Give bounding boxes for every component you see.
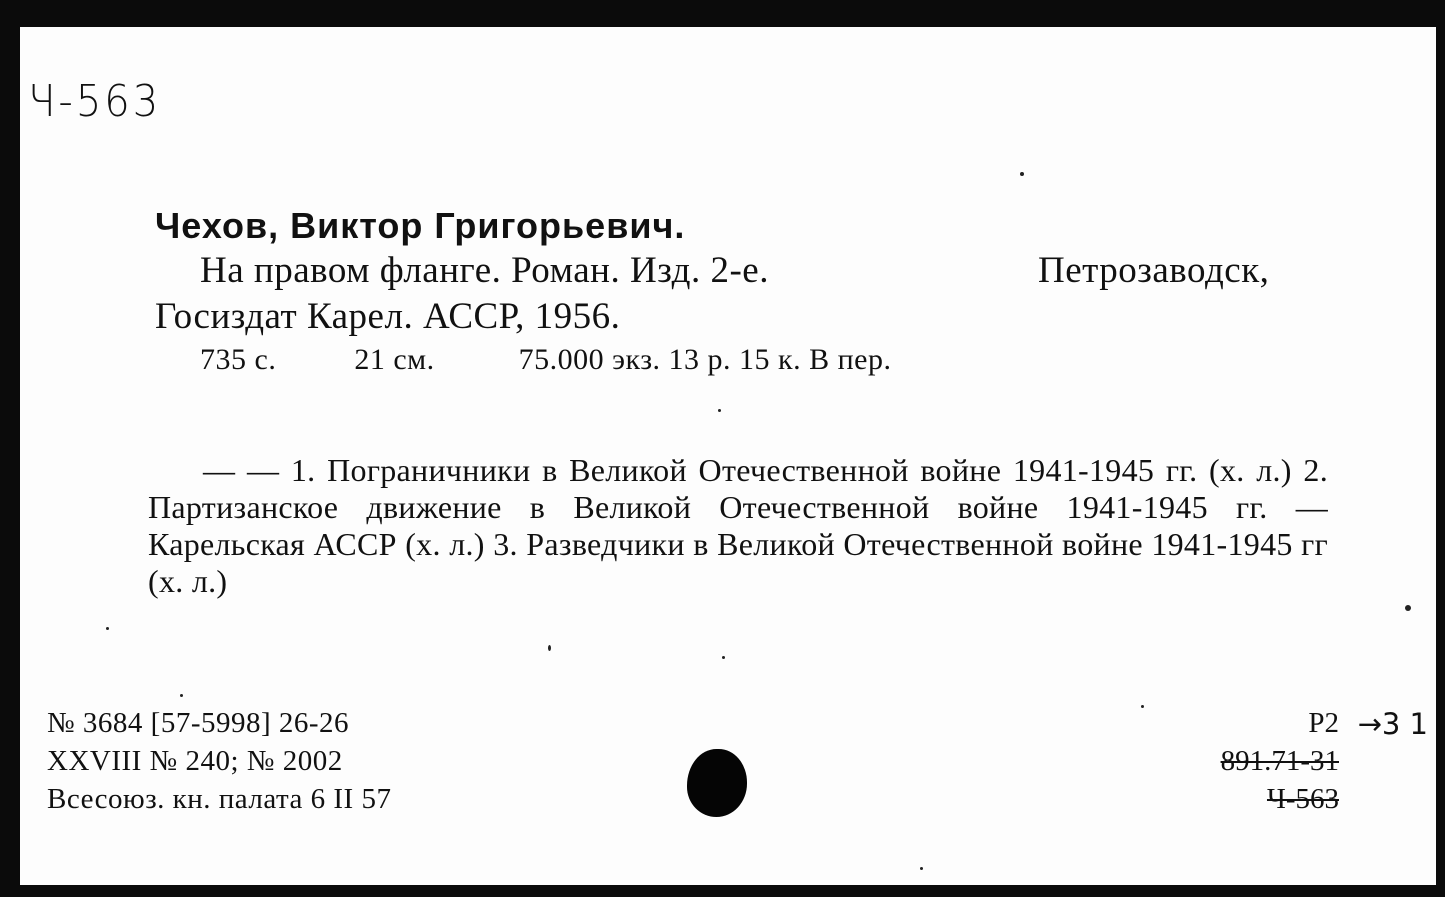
speck: [1141, 705, 1144, 708]
shelf-mark: Ч-563: [1266, 783, 1339, 815]
copies-price: 75.000 экз. 13 р. 15 к. В пер.: [518, 343, 892, 376]
speck: [180, 694, 183, 697]
punch-hole: [687, 749, 747, 817]
speck: [920, 867, 923, 870]
subject-text: — — 1. Пограничники в Великой Отечественной войне 1941-1945 гг. (х. л.) 2. Партизанское движение в Великой Отечественной войне 1941-1945 гг. — Карельская АССР (х. л.) 3. Разведчики в Великой Отечественной войне 1941-1945 гг (х. л.): [148, 452, 1328, 599]
handwritten-classification-mark: →3 1: [1357, 707, 1428, 741]
handwritten-call-number: Ч-563: [28, 77, 162, 127]
classification-number: 891.71-31: [1220, 745, 1339, 777]
speck: [1405, 605, 1411, 611]
registry-line-3: Всесоюз. кн. палата 6 II 57: [47, 783, 392, 815]
classification-code: Р2: [1308, 707, 1339, 739]
catalog-card: [20, 27, 1436, 885]
speck: [106, 627, 109, 630]
speck: [722, 656, 725, 659]
subject-headings: [148, 452, 1328, 600]
publisher-line: Госиздат Карел. АССР, 1956.: [155, 296, 621, 337]
publication-place: Петрозаводск,: [1038, 250, 1270, 291]
speck: [718, 409, 721, 412]
book-size: 21 см.: [354, 343, 435, 376]
speck: [548, 645, 551, 651]
physical-description: [200, 343, 892, 377]
registry-line-1: № 3684 [57-5998] 26-26: [47, 707, 350, 739]
author-heading: Чехов, Виктор Григорьевич.: [155, 205, 686, 246]
title-line: На правом фланге. Роман. Изд. 2-е.: [200, 250, 769, 291]
registry-line-2: XXVIII № 240; № 2002: [47, 745, 343, 777]
page-count: 735 с.: [200, 343, 277, 376]
speck: [1020, 172, 1024, 176]
